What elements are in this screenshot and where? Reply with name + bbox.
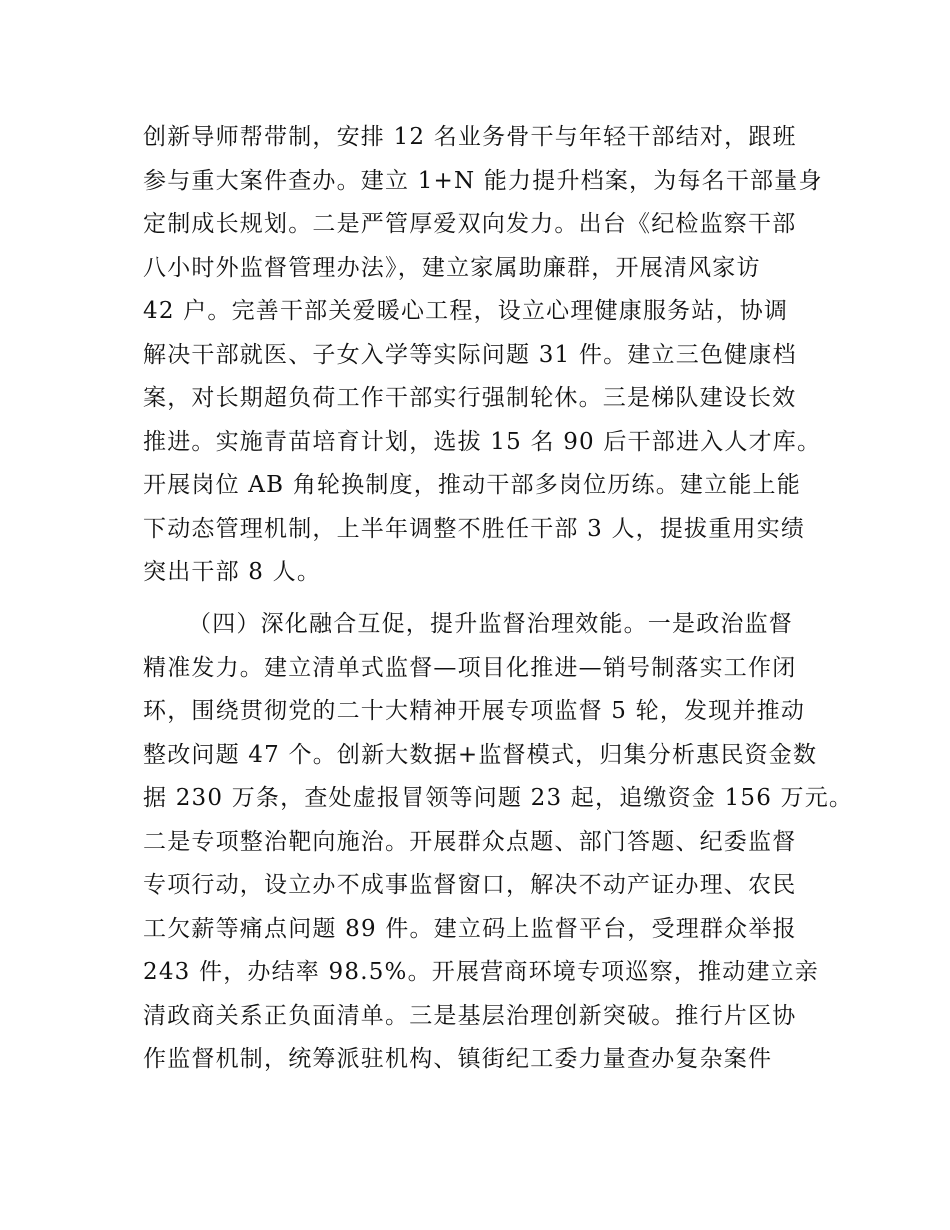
section-heading-line: （四）深化融合互促，提升监督治理效能。一是政治监督 [188,611,793,637]
text-line: 42 户。完善干部关爱暖心工程，设立心理健康服务站，协调 [143,298,789,324]
text-line: 专项行动，设立办不成事监督窗口，解决不动产证办理、农民 [143,872,797,898]
text-line: 八小时外监督管理办法》，建立家属助廉群，开展清风家访 [143,254,761,281]
text-line: 参与重大案件查办。建立 1+N 能力提升档案，为每名干部量身 [143,167,823,194]
text-line: 解决干部就医、子女入学等实际问题 31 件。建立三色健康档 [143,341,797,368]
text-line: 下动态管理机制，上半年调整不胜任干部 3 人，提拔重用实绩 [143,515,806,542]
text-line: 定制成长规划。二是严管厚爱双向发力。出台《纪检监察干部 [143,211,797,237]
text-line: 整改问题 47 个。创新大数据+监督模式，归集分析惠民资金数 [143,741,818,768]
text-line: 推进。实施青苗培育计划，选拔 15 名 90 后干部进入人才库。 [143,428,822,455]
text-line: 案，对长期超负荷工作干部实行强制轮休。三是梯队建设长效 [143,385,797,411]
paragraph-cadre-management [143,116,823,595]
text-line: 243 件，办结率 98.5%。开展营商环境专项巡察，推动建立亲 [143,959,819,985]
text-line: 作监督机制，统筹派驻机构、镇街纪工委力量查办复杂案件 [143,1046,773,1072]
text-line: 精准发力。建立清单式监督—项目化推进—销号制落实工作闭 [143,654,797,681]
text-line: 清政商关系正负面清单。三是基层治理创新突破。推行片区协 [143,1002,797,1029]
text-line: 环，围绕贯彻党的二十大精神开展专项监督 5 轮，发现并推动 [143,698,806,724]
text-line: 突出干部 8 人。 [143,559,322,585]
text-line: 工欠薪等痛点问题 89 件。建立码上监督平台，受理群众举报 [143,915,797,942]
text-line: 二是专项整治靶向施治。开展群众点题、部门答题、纪委监督 [143,828,797,855]
text-line: 创新导师帮带制，安排 12 名业务骨干与年轻干部结对，跟班 [143,124,797,150]
text-line: 据 230 万条，查处虚报冒领等问题 23 起，追缴资金 156 万元。 [143,785,854,811]
paragraph-supervision-governance [143,603,854,1082]
text-line: 开展岗位 AB 角轮换制度，推动干部多岗位历练。建立能上能 [143,472,801,498]
